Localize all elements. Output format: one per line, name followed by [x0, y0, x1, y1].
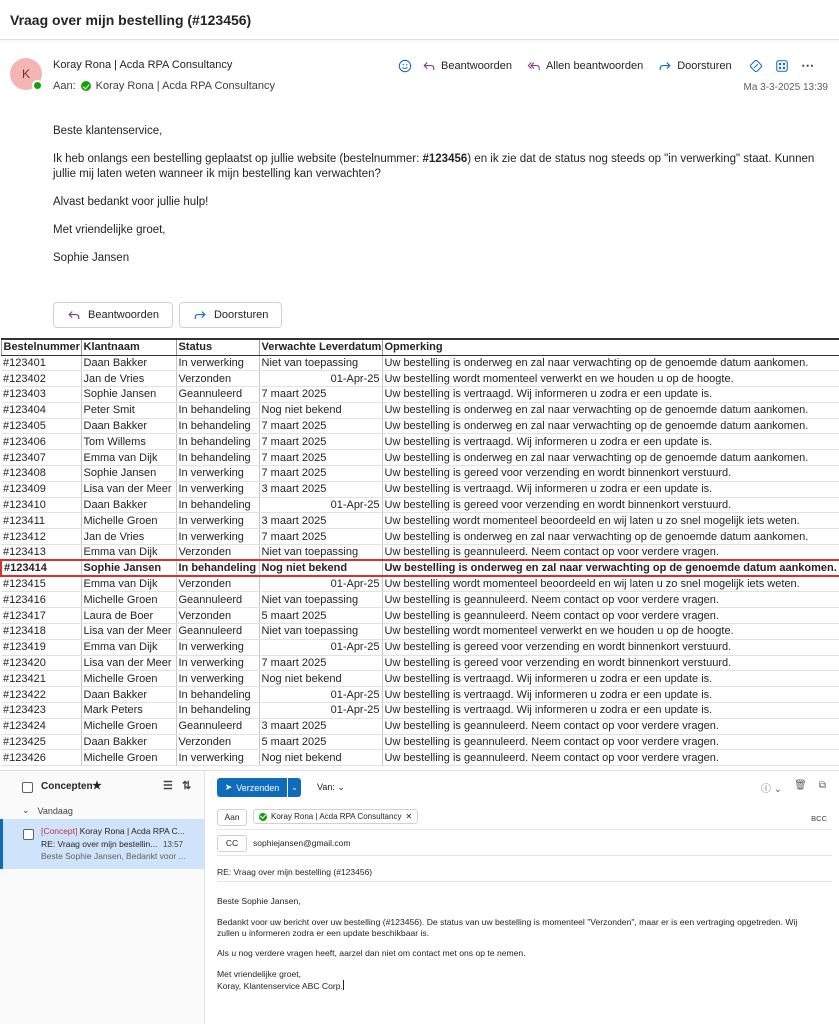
order-number-cell: #123416: [1, 592, 81, 608]
customer-name-cell: Emma van Dijk: [81, 639, 176, 655]
table-row[interactable]: [1, 497, 839, 513]
customer-name-cell: Daan Bakker: [81, 497, 176, 513]
outlook-window: [0, 770, 839, 1024]
order-number-cell: #123407: [1, 450, 81, 466]
compose-greeting: Beste Sophie Jansen,: [217, 896, 301, 906]
from-label: Van:: [317, 782, 335, 792]
body-greeting: Beste klantenservice,: [53, 125, 163, 137]
presence-check-icon: [259, 813, 267, 821]
email-date: Ma 3-3-2025 13:39: [743, 82, 828, 93]
table-row[interactable]: [1, 434, 839, 450]
remark-cell: Uw bestelling is onderweg en zal naar verwachting op de genoemde datum aankomen.: [382, 418, 839, 434]
table-body: [1, 355, 839, 766]
send-label: Verzenden: [236, 782, 280, 793]
from-selector[interactable]: Van: ⌄: [317, 782, 345, 792]
customer-name-cell: Emma van Dijk: [81, 545, 176, 561]
compose-paragraph-1: Bedankt voor uw bericht over uw bestelling (#123456). De status van uw bestelling is momenteel "Verzonden", maar er is een vertraging opgetreden. Wij zullen u informeren zodra er een update beschikbaar is.: [217, 916, 798, 938]
remark-cell: Uw bestelling is vertraagd. Wij informeren u zodra er een update is.: [382, 671, 839, 687]
forward-icon: [193, 308, 207, 322]
status-cell: In verwerking: [176, 671, 259, 687]
table-row[interactable]: [1, 718, 839, 734]
remark-cell: Uw bestelling is geannuleerd. Neem contact op voor verdere vragen.: [382, 608, 839, 624]
folder-header: [0, 771, 205, 801]
delivery-date-cell: 7 maart 2025: [259, 466, 382, 482]
reply-label: Beantwoorden: [441, 60, 512, 72]
remark-cell: Uw bestelling is vertraagd. Wij informeren u zodra er een update is.: [382, 434, 839, 450]
order-number-cell: #123421: [1, 671, 81, 687]
remark-cell: Uw bestelling is geannuleerd. Neem contact op voor verdere vragen.: [382, 592, 839, 608]
order-number-cell: #123413: [1, 545, 81, 561]
delivery-date-cell: Nog niet bekend: [259, 402, 382, 418]
table-row[interactable]: [1, 560, 839, 576]
customer-name-cell: Mark Peters: [81, 703, 176, 719]
to-recipient-chip[interactable]: [253, 809, 418, 824]
status-cell: In verwerking: [176, 529, 259, 545]
draft-list-item[interactable]: [0, 819, 204, 869]
table-row[interactable]: [1, 576, 839, 592]
reply-all-icon: [527, 59, 541, 73]
remark-cell: Uw bestelling is vertraagd. Wij informeren u zodra er een update is.: [382, 481, 839, 497]
body-p1-before: Ik heb onlangs een bestelling geplaatst op jullie website (bestelnummer:: [53, 153, 423, 165]
remark-cell: Uw bestelling is gereed voor verzending en wordt binnenkort verstuurd.: [382, 466, 839, 482]
table-row[interactable]: [1, 387, 839, 403]
compose-signature-line: [217, 980, 817, 992]
send-options-chevron-icon[interactable]: ⌄: [288, 778, 301, 797]
remark-cell: Uw bestelling wordt momenteel beoordeeld en wij laten u zo snel mogelijk iets weten.: [382, 576, 839, 592]
order-number-cell: #123424: [1, 718, 81, 734]
forward-icon: [658, 59, 672, 73]
status-cell: In behandeling: [176, 687, 259, 703]
remark-cell: Uw bestelling wordt momenteel beoordeeld en wij laten u zo snel mogelijk iets weten.: [382, 513, 839, 529]
popout-icon[interactable]: ⧉: [818, 780, 826, 791]
delivery-date-cell: 01-Apr-25: [259, 687, 382, 703]
delivery-date-cell: Nog niet bekend: [259, 671, 382, 687]
status-cell: Verzonden: [176, 734, 259, 750]
delivery-date-cell: 7 maart 2025: [259, 450, 382, 466]
table-row[interactable]: [1, 734, 839, 750]
remove-recipient-icon[interactable]: ✕: [405, 812, 413, 821]
reply-buttons-row: [53, 302, 282, 328]
customer-name-cell: Lisa van der Meer: [81, 624, 176, 640]
customer-name-cell: Laura de Boer: [81, 608, 176, 624]
to-recipient-name: Koray Rona | Acda RPA Consultancy: [271, 812, 402, 821]
customer-name-cell: Michelle Groen: [81, 592, 176, 608]
table-row[interactable]: [1, 371, 839, 387]
header-status[interactable]: Status: [176, 339, 259, 355]
folder-title: Concepten: [41, 781, 93, 792]
status-cell: In verwerking: [176, 355, 259, 371]
sender-name[interactable]: Koray Rona | Acda RPA Consultancy: [53, 59, 233, 71]
status-cell: Verzonden: [176, 371, 259, 387]
body-order-number: #123456: [422, 153, 468, 165]
order-number-cell: #123420: [1, 655, 81, 671]
order-number-cell: #123408: [1, 466, 81, 482]
apps-grid-icon[interactable]: [773, 57, 791, 75]
remark-cell: Uw bestelling is geannuleerd. Neem contact op voor verdere vragen.: [382, 718, 839, 734]
bottom-forward-button[interactable]: [179, 302, 282, 328]
chevron-down-icon: ⌄: [22, 805, 30, 815]
delivery-date-cell: Niet van toepassing: [259, 624, 382, 640]
select-all-checkbox[interactable]: [22, 782, 33, 793]
table-row[interactable]: [1, 466, 839, 482]
table-row[interactable]: [1, 671, 839, 687]
table-row[interactable]: [1, 703, 839, 719]
status-cell: Verzonden: [176, 545, 259, 561]
delivery-date-cell: 01-Apr-25: [259, 639, 382, 655]
customer-name-cell: Michelle Groen: [81, 750, 176, 766]
customer-name-cell: Emma van Dijk: [81, 576, 176, 592]
header-opmerking[interactable]: Opmerking: [382, 339, 839, 355]
delivery-date-cell: 3 maart 2025: [259, 481, 382, 497]
bottom-forward-label: Doorsturen: [213, 309, 269, 321]
subject-bar: [0, 0, 839, 40]
header-bestelnummer[interactable]: Bestelnummer: [1, 339, 81, 355]
status-cell: In verwerking: [176, 655, 259, 671]
remark-cell: Uw bestelling is vertraagd. Wij informeren u zodra er een update is.: [382, 703, 839, 719]
customer-name-cell: Emma van Dijk: [81, 450, 176, 466]
status-cell: Geannuleerd: [176, 718, 259, 734]
remark-cell: Uw bestelling is geannuleerd. Neem contact op voor verdere vragen.: [382, 750, 839, 766]
customer-name-cell: Daan Bakker: [81, 355, 176, 371]
delivery-date-cell: Niet van toepassing: [259, 545, 382, 561]
delivery-date-cell: 7 maart 2025: [259, 529, 382, 545]
favorite-star-icon[interactable]: ★: [92, 780, 102, 792]
order-number-cell: #123410: [1, 497, 81, 513]
draft-item-time: 13:57: [163, 840, 184, 849]
customer-name-cell: Peter Smit: [81, 402, 176, 418]
delivery-date-cell: 7 maart 2025: [259, 418, 382, 434]
emoji-reaction-icon[interactable]: [396, 57, 414, 75]
order-number-cell: #123401: [1, 355, 81, 371]
order-number-cell: #123417: [1, 608, 81, 624]
send-button[interactable]: [217, 778, 287, 797]
table-row[interactable]: [1, 687, 839, 703]
draft-item-preview: Beste Sophie Jansen, Bedankt voor ...: [41, 851, 186, 861]
remark-cell: Uw bestelling is gereed voor verzending en wordt binnenkort verstuurd.: [382, 639, 839, 655]
group-header[interactable]: [22, 805, 73, 816]
email-body: [53, 124, 823, 279]
compose-paragraph-2: Als u nog verdere vragen heeft, aarzel dan niet om contact met ons op te nemen.: [217, 948, 526, 958]
filter-icon[interactable]: ☰: [163, 780, 173, 792]
customer-name-cell: Tom Willems: [81, 434, 176, 450]
order-number-cell: #123406: [1, 434, 81, 450]
compose-pane: [210, 771, 839, 1024]
remark-cell: Uw bestelling is onderweg en zal naar verwachting op de genoemde datum aankomen.: [382, 450, 839, 466]
body-closing: Met vriendelijke groet,: [53, 224, 166, 236]
table-row[interactable]: [1, 355, 839, 371]
divider: [217, 855, 832, 856]
send-icon: ➤: [224, 782, 233, 792]
cc-button[interactable]: CC: [217, 835, 247, 852]
customer-name-cell: Lisa van der Meer: [81, 655, 176, 671]
table-header-row: [1, 339, 839, 355]
customer-name-cell: Daan Bakker: [81, 734, 176, 750]
body-paragraph-1: [53, 152, 823, 182]
table-row[interactable]: [1, 450, 839, 466]
reply-button[interactable]: [422, 59, 512, 73]
reply-icon: [67, 308, 81, 322]
remark-cell: Uw bestelling is geannuleerd. Neem contact op voor verdere vragen.: [382, 734, 839, 750]
remark-cell: Uw bestelling is gereed voor verzending en wordt binnenkort verstuurd.: [382, 497, 839, 513]
status-cell: Verzonden: [176, 576, 259, 592]
customer-name-cell: Lisa van der Meer: [81, 481, 176, 497]
delivery-date-cell: Nog niet bekend: [259, 560, 382, 576]
remark-cell: Uw bestelling wordt momenteel verwerkt en we houden u op de hoogte.: [382, 624, 839, 640]
table-row[interactable]: [1, 545, 839, 561]
status-cell: In behandeling: [176, 434, 259, 450]
table-row[interactable]: [1, 418, 839, 434]
order-number-cell: #123419: [1, 639, 81, 655]
compose-closing: Met vriendelijke groet,: [217, 968, 302, 979]
bottom-reply-button[interactable]: [53, 302, 173, 328]
importance-icon[interactable]: ⓘ ⌄: [760, 784, 783, 795]
remark-cell: Uw bestelling is vertraagd. Wij informeren u zodra er een update is.: [382, 387, 839, 403]
more-options-icon[interactable]: ⋯: [801, 58, 815, 73]
table-row[interactable]: [1, 608, 839, 624]
delete-icon[interactable]: 🗑: [794, 780, 807, 791]
customer-name-cell: Sophie Jansen: [81, 387, 176, 403]
order-number-cell: #123423: [1, 703, 81, 719]
table-row[interactable]: [1, 655, 839, 671]
reply-all-label: Allen beantwoorden: [545, 60, 644, 72]
delivery-date-cell: 7 maart 2025: [259, 387, 382, 403]
status-cell: Verzonden: [176, 608, 259, 624]
body-paragraph-2: Alvast bedankt voor jullie hulp!: [53, 196, 209, 208]
compose-toolbar: [217, 777, 832, 797]
reply-icon: [422, 59, 436, 73]
forward-label: Doorsturen: [677, 60, 732, 72]
delivery-date-cell: 7 maart 2025: [259, 655, 382, 671]
presence-check-icon: [81, 81, 91, 91]
cc-field[interactable]: sophiejansen@gmail.com: [253, 838, 351, 848]
customer-name-cell: Sophie Jansen: [81, 560, 176, 576]
status-cell: In behandeling: [176, 402, 259, 418]
order-number-cell: #123405: [1, 418, 81, 434]
order-number-cell: #123402: [1, 371, 81, 387]
remark-cell: Uw bestelling is onderweg en zal naar verwachting op de genoemde datum aankomen.: [382, 529, 839, 545]
order-number-cell: #123415: [1, 576, 81, 592]
status-cell: In behandeling: [176, 560, 259, 576]
header-klantnaam[interactable]: Klantnaam: [81, 339, 176, 355]
status-cell: In behandeling: [176, 418, 259, 434]
link-icon[interactable]: [747, 57, 765, 75]
status-cell: In behandeling: [176, 450, 259, 466]
order-number-cell: #123426: [1, 750, 81, 766]
body-signature: Sophie Jansen: [53, 252, 130, 264]
sort-icon[interactable]: ⇅: [182, 780, 192, 792]
table-row[interactable]: [1, 513, 839, 529]
order-number-cell: #123409: [1, 481, 81, 497]
remark-cell: Uw bestelling is onderweg en zal naar verwachting op de genoemde datum aankomen.: [382, 560, 839, 576]
compose-body-editor[interactable]: [217, 896, 817, 1001]
delivery-date-cell: 3 maart 2025: [259, 718, 382, 734]
table-row[interactable]: [1, 750, 839, 766]
draft-tag: [Concept]: [41, 826, 78, 836]
status-cell: In verwerking: [176, 639, 259, 655]
delivery-date-cell: 3 maart 2025: [259, 513, 382, 529]
presence-available-icon: [32, 80, 43, 91]
order-number-cell: #123425: [1, 734, 81, 750]
bottom-reply-label: Beantwoorden: [88, 309, 159, 321]
to-label: Aan:: [53, 80, 76, 92]
status-cell: Geannuleerd: [176, 624, 259, 640]
message-actions: [396, 56, 825, 76]
header-leverdatum[interactable]: Verwachte Leverdatum: [259, 339, 382, 355]
divider: [217, 881, 832, 882]
delivery-date-cell: 01-Apr-25: [259, 371, 382, 387]
table-row[interactable]: [1, 639, 839, 655]
to-button[interactable]: Aan: [217, 809, 247, 826]
customer-name-cell: Michelle Groen: [81, 671, 176, 687]
table-row[interactable]: [1, 402, 839, 418]
status-cell: In verwerking: [176, 466, 259, 482]
reply-all-button[interactable]: [527, 59, 643, 73]
customer-name-cell: Jan de Vries: [81, 371, 176, 387]
order-number-cell: #123412: [1, 529, 81, 545]
table-row[interactable]: [1, 529, 839, 545]
avatar-initial: K: [21, 67, 30, 81]
divider: [217, 829, 832, 830]
status-cell: In verwerking: [176, 481, 259, 497]
order-number-cell: #123411: [1, 513, 81, 529]
customer-name-cell: Michelle Groen: [81, 513, 176, 529]
delivery-date-cell: 01-Apr-25: [259, 576, 382, 592]
folder-list-pane: [0, 771, 205, 1024]
bcc-toggle[interactable]: BCC: [811, 814, 827, 823]
table-row[interactable]: [1, 592, 839, 608]
status-cell: In verwerking: [176, 750, 259, 766]
delivery-date-cell: 7 maart 2025: [259, 434, 382, 450]
delivery-date-cell: 5 maart 2025: [259, 608, 382, 624]
email-subject: Vraag over mijn bestelling (#123456): [10, 12, 252, 28]
avatar[interactable]: [10, 58, 42, 90]
draft-item-subject: RE: Vraag over mijn bestellin...: [41, 839, 158, 849]
compose-subject-field[interactable]: RE: Vraag over mijn bestelling (#123456): [217, 867, 373, 877]
order-number-cell: #123404: [1, 402, 81, 418]
compose-toolbar-icons: [761, 780, 826, 795]
orders-table-region: [0, 338, 839, 766]
status-cell: In verwerking: [176, 513, 259, 529]
orders-table: [0, 338, 839, 766]
customer-name-cell: Michelle Groen: [81, 718, 176, 734]
order-number-cell: #123418: [1, 624, 81, 640]
order-number-cell: #123414: [1, 560, 81, 576]
customer-name-cell: Jan de Vries: [81, 529, 176, 545]
forward-button[interactable]: [658, 59, 731, 73]
compose-signature: Koray, Klantenservice ABC Corp.: [217, 980, 343, 991]
customer-name-cell: Daan Bakker: [81, 687, 176, 703]
remark-cell: Uw bestelling is vertraagd. Wij informeren u zodra er een update is.: [382, 687, 839, 703]
remark-cell: Uw bestelling is onderweg en zal naar verwachting op de genoemde datum aankomen.: [382, 355, 839, 371]
customer-name-cell: Daan Bakker: [81, 418, 176, 434]
text-cursor: [343, 980, 344, 990]
status-cell: In behandeling: [176, 703, 259, 719]
status-cell: Geannuleerd: [176, 592, 259, 608]
item-checkbox[interactable]: [23, 829, 34, 840]
remark-cell: Uw bestelling wordt momenteel verwerkt en we houden u op de hoogte.: [382, 371, 839, 387]
recipient-name[interactable]: Koray Rona | Acda RPA Consultancy: [95, 80, 276, 92]
body-p1-after: ) en ik zie dat de status nog steeds op "in verwerking" staat. Kunnen jullie mij laten weten wanneer ik mijn bestelling kan verwachten?: [53, 153, 815, 180]
draft-item-sender: Koray Rona | Acda RPA C...: [79, 826, 185, 836]
remark-cell: Uw bestelling is gereed voor verzending en wordt binnenkort verstuurd.: [382, 655, 839, 671]
table-row[interactable]: [1, 624, 839, 640]
delivery-date-cell: Niet van toepassing: [259, 592, 382, 608]
delivery-date-cell: Nog niet bekend: [259, 750, 382, 766]
delivery-date-cell: 01-Apr-25: [259, 703, 382, 719]
draft-item-sender-line: [41, 826, 185, 836]
status-cell: In behandeling: [176, 497, 259, 513]
status-cell: Geannuleerd: [176, 387, 259, 403]
delivery-date-cell: Niet van toepassing: [259, 355, 382, 371]
remark-cell: Uw bestelling is geannuleerd. Neem contact op voor verdere vragen.: [382, 545, 839, 561]
order-number-cell: #123422: [1, 687, 81, 703]
remark-cell: Uw bestelling is onderweg en zal naar verwachting op de genoemde datum aankomen.: [382, 402, 839, 418]
customer-name-cell: Sophie Jansen: [81, 466, 176, 482]
delivery-date-cell: 5 maart 2025: [259, 734, 382, 750]
table-row[interactable]: [1, 481, 839, 497]
order-number-cell: #123403: [1, 387, 81, 403]
recipient-line: [53, 80, 275, 92]
group-label: Vandaag: [37, 805, 73, 816]
delivery-date-cell: 01-Apr-25: [259, 497, 382, 513]
